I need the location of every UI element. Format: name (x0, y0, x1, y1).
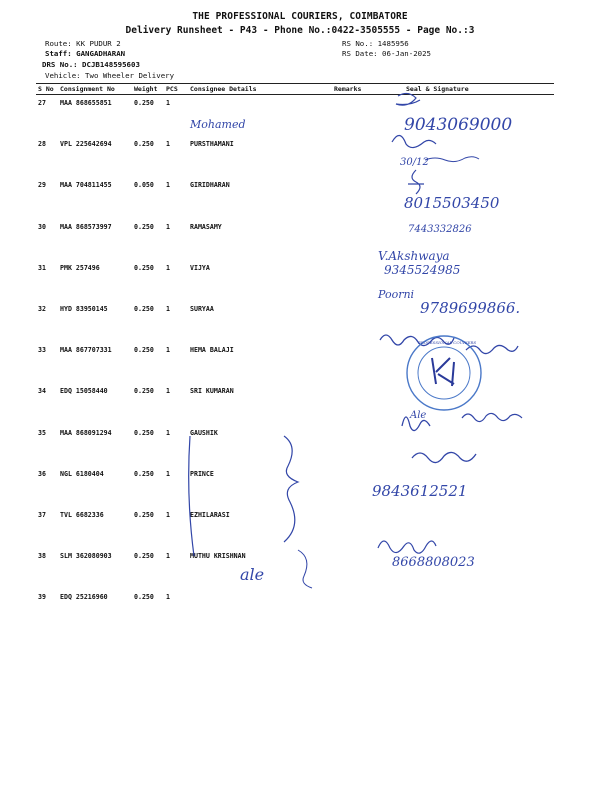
row-consignment-number: VPL 225642694 (60, 140, 112, 149)
row-consignee-name: SRI KUMARAN (190, 387, 234, 396)
handwritten-note: 30/12 (400, 157, 429, 168)
row-remarks (332, 548, 382, 589)
row-remarks (332, 136, 382, 177)
row-remarks (332, 466, 382, 507)
row-weight: 0.250 (134, 304, 154, 313)
table-row (36, 219, 554, 260)
row-weight: 0.250 (134, 593, 154, 602)
row-consignment-number: MAA 867707331 (60, 346, 112, 355)
handwritten-consignee-note: ale (240, 565, 265, 584)
row-remarks (332, 260, 382, 301)
row-seal-signature (382, 219, 554, 260)
row-sno: 32 (38, 304, 46, 313)
drs-number: DRS No.: DCJB148595603 (42, 60, 140, 69)
row-seal-signature (382, 177, 554, 218)
column-header-consignee: Consignee Details (188, 84, 332, 95)
row-consignee-name (188, 95, 332, 137)
row-sno: 35 (38, 428, 46, 437)
row-sno: 31 (38, 263, 46, 272)
row-remarks (332, 383, 382, 424)
handwritten-name: Poorni (378, 288, 415, 301)
row-consignee-name: HEMA BALAJI (190, 346, 234, 355)
rs-date: RS Date: 06-Jan-2025 (342, 49, 431, 58)
column-header-signature: Seal & Signature (382, 84, 554, 95)
row-seal-signature (382, 301, 554, 342)
row-seal-signature (382, 95, 554, 137)
row-pcs: 1 (166, 552, 170, 561)
company-title: THE PROFESSIONAL COURIERS, COIMBATORE (192, 11, 408, 22)
row-seal-signature (382, 589, 554, 630)
row-consignee-name: PRINCE (190, 469, 214, 478)
row-sno: 28 (38, 140, 46, 149)
row-consignment-number: MAA 868573997 (60, 222, 112, 231)
row-weight: 0.250 (134, 552, 154, 561)
table-row (36, 95, 554, 137)
row-consignment-number: NGL 6180404 (60, 469, 104, 478)
column-header-sno: S No (36, 84, 58, 95)
route-label: Route: KK PUDUR 2 (45, 39, 121, 48)
column-header-pcs: PCS (164, 84, 188, 95)
row-consignee-name: EZHILARASI (190, 510, 230, 519)
row-remarks (332, 301, 382, 342)
row-consignee-name: RAMASAMY (190, 222, 222, 231)
column-header-consignment: Consignment No (58, 84, 132, 95)
row-pcs: 1 (166, 593, 170, 602)
row-remarks (332, 177, 382, 218)
row-consignment-number: PMK 257496 (60, 263, 100, 272)
rs-number: RS No.: 1485956 (342, 39, 409, 48)
row-pcs: 1 (166, 222, 170, 231)
row-remarks (332, 507, 382, 548)
row-sno: 34 (38, 387, 46, 396)
row-seal-signature (382, 548, 554, 589)
table-row (36, 136, 554, 177)
row-seal-signature (382, 425, 554, 466)
row-weight: 0.250 (134, 263, 154, 272)
row-consignee-name: GIRIDHARAN (190, 181, 230, 190)
row-consignment-number: SLM 362080903 (60, 552, 112, 561)
row-weight: 0.050 (134, 181, 154, 190)
handwritten-phone: 9043069000 (404, 115, 513, 135)
row-remarks (332, 219, 382, 260)
row-remarks (332, 95, 382, 137)
column-header-weight: Weight (132, 84, 164, 95)
handwritten-phone: 9843612521 (372, 482, 468, 500)
row-consignee-name: VIJYA (190, 263, 210, 272)
table-row (36, 177, 554, 218)
row-weight: 0.250 (134, 140, 154, 149)
row-pcs: 1 (166, 469, 170, 478)
row-consignee-name: SURYAA (190, 304, 214, 313)
row-seal-signature (382, 136, 554, 177)
row-weight: 0.250 (134, 99, 154, 107)
table-row (36, 507, 554, 548)
handwritten-phone: 8015503450 (404, 194, 500, 212)
handwritten-phone: 9789699866. (420, 299, 521, 317)
row-pcs: 1 (166, 140, 170, 149)
row-sno: 30 (38, 222, 46, 231)
row-sno: 36 (38, 469, 46, 478)
row-seal-signature (382, 342, 554, 383)
row-consignment-number: HYD 83950145 (60, 304, 108, 313)
row-consignee-name: PURSTHAMANI (190, 140, 234, 149)
row-consignee-name: GAUSHIK (190, 428, 218, 437)
row-remarks (332, 342, 382, 383)
table-row (36, 425, 554, 466)
row-sno: 33 (38, 346, 46, 355)
row-pcs: 1 (166, 387, 170, 396)
row-sno: 29 (38, 181, 46, 190)
row-weight: 0.250 (134, 428, 154, 437)
row-consignment-number: MAA 868091294 (60, 428, 112, 437)
row-sno: 37 (38, 510, 46, 519)
row-consignment-number: EDQ 15058440 (60, 387, 108, 396)
row-pcs: 1 (166, 510, 170, 519)
row-consignment-number: MAA 704811455 (60, 181, 112, 190)
staff-label: Staff: GANGADHARAN (45, 49, 126, 58)
row-weight: 0.250 (134, 510, 154, 519)
handwritten-note: Ale (410, 410, 427, 421)
table-row (36, 301, 554, 342)
handwritten-name: V.Akshwaya (378, 249, 450, 263)
row-remarks (332, 425, 382, 466)
row-pcs: 1 (166, 263, 170, 272)
row-pcs: 1 (166, 428, 170, 437)
row-seal-signature (382, 260, 554, 301)
row-seal-signature (382, 507, 554, 548)
row-sno: 27 (38, 99, 46, 107)
column-header-remarks: Remarks (332, 84, 382, 95)
handwritten-phone: 8668808023 (392, 555, 475, 570)
handwritten-phone: 9345524985 (384, 263, 461, 277)
table-row (36, 548, 554, 589)
row-seal-signature (382, 466, 554, 507)
row-pcs: 1 (166, 181, 170, 190)
handwritten-name: Mohamed (190, 118, 246, 131)
table-row (36, 466, 554, 507)
delivery-table (36, 83, 554, 630)
row-consignment-number: MAA 868655851 (60, 99, 112, 107)
row-sno: 39 (38, 593, 46, 602)
vehicle-label: Vehicle: Two Wheeler Delivery (45, 71, 175, 80)
row-consignment-number: TVL 6682336 (60, 510, 104, 519)
runsheet-title: Delivery Runsheet - P43 - Phone No.:0422-3505555 - Page No.:3 (125, 25, 475, 36)
row-consignee-name: MUTHU KRISHNAN (190, 552, 246, 561)
row-weight: 0.250 (134, 222, 154, 231)
row-sno: 38 (38, 552, 46, 561)
row-weight: 0.250 (134, 469, 154, 478)
row-seal-signature (382, 383, 554, 424)
table-row (36, 589, 554, 630)
svg-text:PROFESSIONAL COURIERS: PROFESSIONAL COURIERS (418, 340, 477, 345)
table-row (36, 342, 554, 383)
handwritten-phone: 7443332826 (408, 224, 472, 235)
row-consignee-name (188, 589, 332, 630)
row-pcs: 1 (166, 99, 170, 107)
row-weight: 0.250 (134, 387, 154, 396)
row-pcs: 1 (166, 304, 170, 313)
table-row (36, 383, 554, 424)
table-row (36, 260, 554, 301)
row-consignment-number: EDQ 25216960 (60, 593, 108, 602)
row-pcs: 1 (166, 346, 170, 355)
row-remarks (332, 589, 382, 630)
row-weight: 0.250 (134, 346, 154, 355)
table-header-row (36, 84, 554, 95)
